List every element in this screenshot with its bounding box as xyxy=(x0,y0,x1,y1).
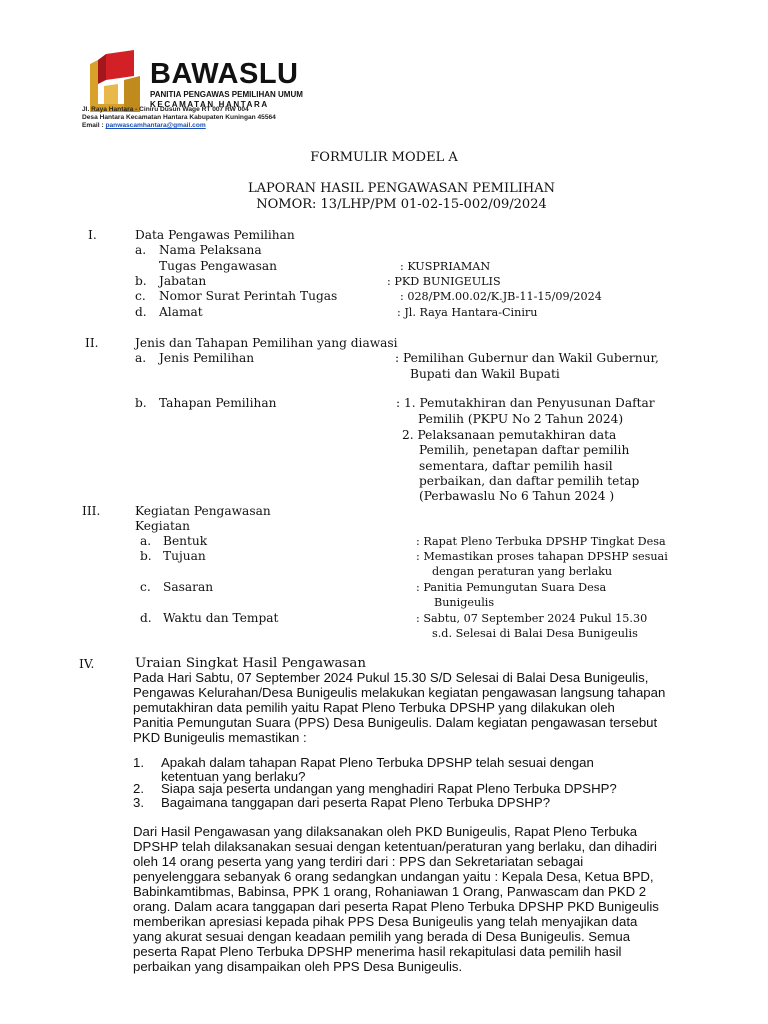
s3-b-marker: b. xyxy=(140,549,152,563)
s2-b-value-7: (Perbawaslu No 6 Tahun 2024 ) xyxy=(419,489,615,503)
s3-c-value-2: Bunigeulis xyxy=(434,596,495,609)
s3-a-value: : Rapat Pleno Terbuka DPSHP Tingkat Desa xyxy=(416,535,666,548)
intro-line: Pengawas Kelurahan/Desa Bunigeulis melakukan kegiatan pengawasan langsung tahapan xyxy=(133,685,666,700)
s1-b-label: Jabatan xyxy=(159,274,207,288)
section-4-heading: Uraian Singkat Hasil Pengawasan xyxy=(135,656,366,671)
email-line xyxy=(82,122,206,129)
result-line: perbaikan yang disampaikan oleh PPS Desa Bunigeulis. xyxy=(133,959,463,974)
s3-d-marker: d. xyxy=(140,611,152,625)
s3-c-marker: c. xyxy=(140,580,151,594)
s3-a-marker: a. xyxy=(140,534,152,548)
s3-b-value-1: : Memastikan proses tahapan DPSHP sesuai xyxy=(416,550,668,563)
intro-line: PKD Bunigeulis memastikan : xyxy=(133,730,307,745)
org-district: KECAMATAN HANTARA xyxy=(150,100,269,109)
s2-b-value-2: Pemilih (PKPU No 2 Tahun 2024) xyxy=(418,412,624,426)
question-2-text: Siapa saja peserta undangan yang menghadiri Rapat Pleno Terbuka DPSHP? xyxy=(161,781,617,796)
s2-a-value-2: Bupati dan Wakil Bupati xyxy=(410,367,560,381)
email-link[interactable]: panwascamhantara@gmail.com xyxy=(105,122,206,129)
result-line: memberikan apresiasi kepada pihak PPS Desa Bunigeulis yang telah menyajikan data xyxy=(133,914,638,929)
org-name: BAWASLU xyxy=(150,58,299,90)
org-subtitle: PANITIA PENGAWAS PEMILIHAN UMUM xyxy=(150,90,303,99)
s2-b-marker: b. xyxy=(135,396,147,410)
s3-a-label: Bentuk xyxy=(163,534,208,548)
s1-c-marker: c. xyxy=(135,289,146,303)
s3-c-label: Sasaran xyxy=(163,580,214,594)
s1-a-label-2: Tugas Pengawasan xyxy=(159,259,278,273)
section-4-number: IV. xyxy=(79,657,95,671)
s1-d-marker: d. xyxy=(135,305,147,319)
address-line-1: Jl. Raya Hantara - Ciniru Dusun Wage RT 007 RW 004 xyxy=(82,106,249,113)
intro-line: Panitia Pemungutan Suara (PPS) Desa Bunigeulis. Dalam kegiatan pengawasan tersebut xyxy=(133,715,658,730)
s2-b-value-4: Pemilih, penetapan daftar pemilih xyxy=(419,443,630,457)
s2-b-value-3: 2. Pelaksanaan pemutakhiran data xyxy=(402,428,617,442)
s1-d-value: : Jl. Raya Hantara-Ciniru xyxy=(397,306,538,319)
s2-b-label: Tahapan Pemilihan xyxy=(159,396,277,410)
s2-a-marker: a. xyxy=(135,351,147,365)
intro-line: pemutakhiran data pemilih yaitu Rapat Pleno Terbuka DPSHP yang dilakukan oleh xyxy=(133,700,615,715)
section-3-subheading: Kegiatan xyxy=(135,519,190,533)
question-2-number: 2. xyxy=(133,781,144,796)
s3-c-value-1: : Panitia Pemungutan Suara Desa xyxy=(416,581,607,594)
result-paragraph xyxy=(133,824,699,974)
s3-d-value-2: s.d. Selesai di Balai Desa Bunigeulis xyxy=(432,627,638,640)
s3-b-value-2: dengan peraturan yang berlaku xyxy=(432,565,613,578)
intro-paragraph xyxy=(133,670,699,745)
result-line: peserta Rapat Pleno Terbuka DPSHP menerima hasil rekapitulasi data pemilih hasil xyxy=(133,944,622,959)
question-3-number: 3. xyxy=(133,795,144,810)
form-title: FORMULIR MODEL A xyxy=(310,150,458,165)
question-1-text: Apakah dalam tahapan Rapat Pleno Terbuka DPSHP telah sesuai dengan xyxy=(161,755,594,770)
result-line: Dari Hasil Pengawasan yang dilaksanakan oleh PKD Bunigeulis, Rapat Pleno Terbuka xyxy=(133,824,638,839)
s3-b-label: Tujuan xyxy=(163,549,206,563)
s2-b-value-6: perbaikan, dan daftar pemilih tetap xyxy=(419,474,640,488)
s1-a-value: : KUSPRIAMAN xyxy=(400,260,491,273)
s1-a-label: Nama Pelaksana xyxy=(159,243,262,257)
question-3-text: Bagaimana tanggapan dari peserta Rapat Pleno Terbuka DPSHP? xyxy=(161,795,551,810)
s2-a-label: Jenis Pemilihan xyxy=(159,351,255,365)
section-1-number: I. xyxy=(88,228,97,242)
section-2-number: II. xyxy=(85,336,99,350)
question-1-number: 1. xyxy=(133,755,144,770)
report-title: LAPORAN HASIL PENGAWASAN PEMILIHAN xyxy=(248,181,555,196)
result-line: oleh 14 orang peserta yang yang terdiri dari : PPS dan Sekretariatan sebagai xyxy=(133,854,584,869)
report-number: NOMOR: 13/LHP/PM 01-02-15-002/09/2024 xyxy=(256,197,547,212)
result-line: DPSHP telah dilaksanakan sesuai dengan ketentuan/peraturan yang berlaku, dan dihadiri xyxy=(133,839,657,854)
s3-d-label: Waktu dan Tempat xyxy=(163,611,279,625)
s1-c-label: Nomor Surat Perintah Tugas xyxy=(159,289,338,303)
s1-c-value: : 028/PM.00.02/K.JB-11-15/09/2024 xyxy=(400,290,602,303)
s1-a-marker: a. xyxy=(135,243,147,257)
address-line-2: Desa Hantara Kecamatan Hantara Kabupaten Kuningan 45564 xyxy=(82,114,276,121)
result-line: Babinkamtibmas, Babinsa, PPK 1 orang, Rohaniawan 1 Orang, Panwascam dan PKD 2 xyxy=(133,884,647,899)
section-2-heading: Jenis dan Tahapan Pemilihan yang diawasi xyxy=(135,336,398,350)
s2-a-value-1: : Pemilihan Gubernur dan Wakil Gubernur, xyxy=(395,351,659,365)
email-label: Email : xyxy=(82,122,104,129)
result-line: yang akurat sesuai dengan keadaan pemilih yang berada di Desa Bunigeulis. Semua xyxy=(133,929,631,944)
question-1-text-cont: ketentuan yang berlaku? xyxy=(161,769,306,784)
s1-b-value: : PKD BUNIGEULIS xyxy=(387,275,501,288)
section-1-heading: Data Pengawas Pemilihan xyxy=(135,228,295,242)
s3-d-value-1: : Sabtu, 07 September 2024 Pukul 15.30 xyxy=(416,612,648,625)
s1-b-marker: b. xyxy=(135,274,147,288)
section-3-heading: Kegiatan Pengawasan xyxy=(135,504,271,518)
result-line: orang. Dalam acara tanggapan dari peserta Rapat Pleno Terbuka DPSHP PKD Bunigeulis xyxy=(133,899,659,914)
s2-b-value-1: : 1. Pemutakhiran dan Penyusunan Daftar xyxy=(396,396,655,410)
result-line: penyelenggara sebanyak 6 orang sedangkan undangan yaitu : Kepala Desa, Ketua BPD, xyxy=(133,869,654,884)
intro-line: Pada Hari Sabtu, 07 September 2024 Pukul 15.30 S/D Selesai di Balai Desa Bunigeulis, xyxy=(133,670,649,685)
s1-d-label: Alamat xyxy=(159,305,203,319)
s2-b-value-5: sementara, daftar pemilih hasil xyxy=(419,459,613,473)
section-3-number: III. xyxy=(82,504,101,518)
